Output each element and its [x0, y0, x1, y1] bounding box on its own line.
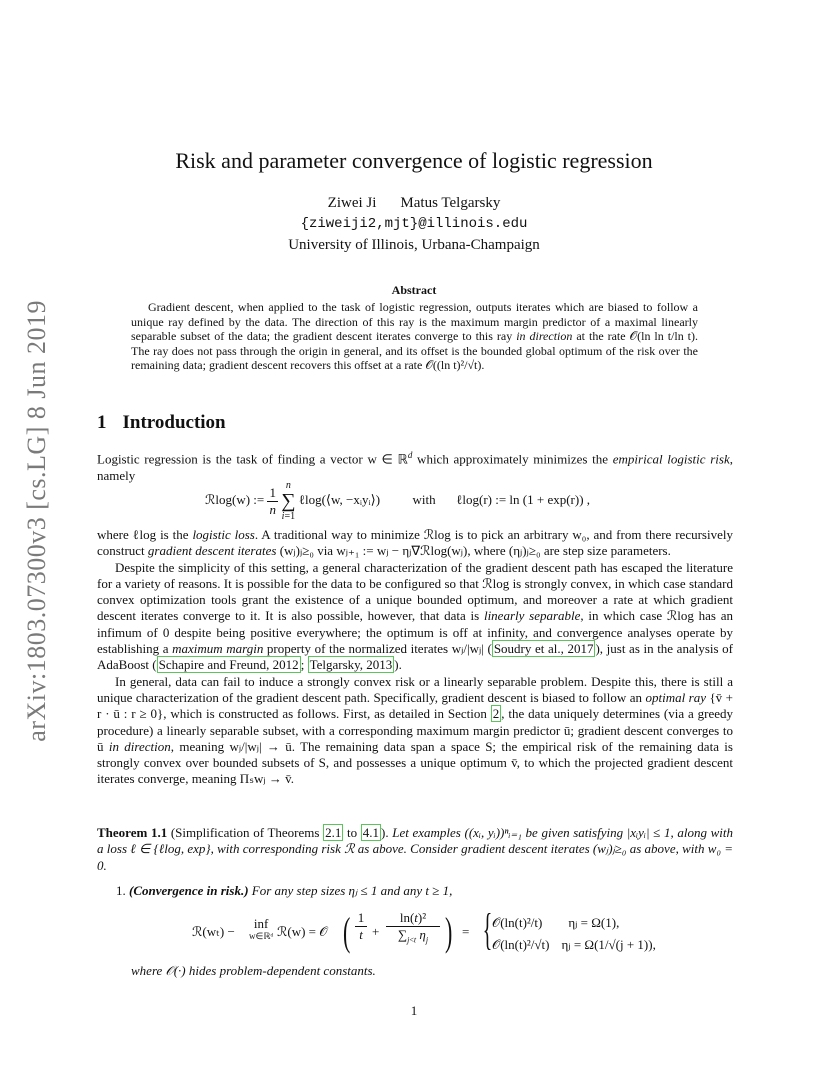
- equation-middle: ℛ(w) = 𝒪: [277, 924, 328, 939]
- text: {v̄ + r · ū : r ≥ 0}, which is constructed as follows. First, as detailed in Section: [97, 689, 733, 722]
- equation-summand: ℓlog(⟨w, −xᵢyᵢ⟩): [298, 491, 381, 507]
- cases: [492, 912, 656, 956]
- author-block: [0, 193, 828, 256]
- author-email: {ziweiji2,mjt}@illinois.edu: [300, 216, 528, 232]
- paper-title: Risk and parameter convergence of logistic regression: [175, 148, 653, 173]
- author-name: Ziwei Ji: [327, 195, 377, 211]
- text: , in which case ℛlog has an infimum of 0 despite being positive everywhere; the optimum is off at infinity, and convergence analyses operate by establishing a: [97, 608, 733, 657]
- emphasis: logistic loss: [192, 527, 255, 542]
- abstract-text: at the rate 𝒪(ln ln t/ln t). The ray does not pass through the origin in general, and its offset is the bounded global optimum of the risk over the remaining data; gradient descent recovers this offset at a rate 𝒪((ln t)²/√t).: [131, 329, 699, 373]
- text: which approximately minimizes the: [412, 451, 613, 467]
- theorem-block: [97, 825, 733, 874]
- equation-note: where 𝒪(·) hides problem-dependent constants.: [131, 963, 376, 978]
- text: . A traditional way to minimize ℛlog is to pick an arbitrary w₀, and from there recursively construct: [97, 527, 733, 559]
- text: , meaning wⱼ/|wⱼ| → ū. The remaining data span a space S; the empirical risk of the remaining data is strongly convex over bounded subsets of S, and possesses a unique optimum v̄, to which the projected gradient descent iterates converge, meaning Πₛwⱼ → v̄.: [97, 738, 733, 787]
- page-number: 1: [410, 1003, 418, 1018]
- emphasis: gradient descent iterates: [147, 543, 277, 559]
- equation-lhs: ℛ(wₜ) −: [192, 924, 235, 939]
- section-heading: [97, 412, 226, 434]
- theorem-reference-link[interactable]: 2.1: [325, 825, 342, 840]
- case-rate: 𝒪(ln(t)²/√t): [492, 937, 550, 952]
- section-title: Introduction: [122, 412, 226, 433]
- emphasis: linearly separable: [483, 608, 581, 624]
- fraction-log-over-sum: ln(t)² $\sum_{j<t}$ $\eta_j$: [386, 910, 440, 945]
- inf-subscript: w∈ℝᵈ: [249, 931, 274, 941]
- equals-sign: =: [462, 924, 470, 939]
- author-affiliation: University of Illinois, Urbana-Champaign: [288, 237, 540, 253]
- text: , namely: [97, 451, 733, 483]
- text: , the data uniquely determines (via a greedy procedure) a linearly separable subset, with a corresponding maximum margin predictor ū; gradient descent converges to ū: [97, 706, 733, 754]
- emphasis: maximum margin: [172, 641, 264, 657]
- abstract-body: [131, 300, 698, 373]
- fraction-1-over-t: 1 t: [355, 910, 367, 943]
- inf-operator: inf: [253, 916, 269, 931]
- citation-link[interactable]: Telgarsky, 2013: [309, 657, 393, 673]
- equation-rhs: ℓlog(r) := ln (1 + exp(r)) ,: [456, 491, 591, 507]
- text: (Simplification of Theorems: [167, 825, 324, 840]
- section-number: 1: [97, 412, 107, 433]
- abstract-heading: Abstract: [391, 283, 437, 297]
- emphasis: optimal ray: [645, 689, 706, 705]
- arxiv-identifier: arXiv:1803.07300v3 [cs.LG] 8 Jun 2019: [22, 300, 51, 742]
- equation-risk-rate: [192, 906, 692, 962]
- intro-paragraph-2: [97, 527, 733, 788]
- text: Despite the simplicity of this setting, a general characterization of the gradient descent path has escaped the literature for a variety of reasons. It is possible for the data to be configured so that ℛlog is strongly convex, in which case standard convex optimization tools grant the existence of a unique bounded optimum, and moreover a rate at which gradient descent iterates converge to it. It is also possible, however, that data is: [97, 559, 733, 624]
- text: ).: [394, 657, 402, 673]
- plus-sign: +: [372, 924, 380, 939]
- equation-risk-definition: [205, 480, 590, 522]
- emphasis: in direction: [108, 738, 171, 754]
- item-text: For any step sizes ηⱼ ≤ 1 and any t ≥ 1,: [248, 883, 453, 898]
- text: In general, data can fail to induce a strongly convex risk or a linearly separable problem. Despite this, there is still a unique characterization of the gradient descent path. Specifically, gradient descent is biased to follow an: [97, 673, 733, 705]
- text: (wⱼ)ⱼ≥₀ via wⱼ₊₁ := wⱼ − ηⱼ∇ℛlog(wⱼ), where (ηⱼ)ⱼ≥₀ are step size parameters.: [276, 543, 671, 559]
- theorem-item-1: [116, 883, 733, 899]
- equation-with: with: [412, 491, 436, 507]
- text: property of the normalized iterates wⱼ/|wⱼ| (: [263, 641, 492, 657]
- intro-paragraph-1: Logistic regression is the task of finding a vector w ∈ ℝ$^d$ which approximately minimizes the empirical logistic risk, namely: [97, 450, 733, 483]
- case-condition: ηⱼ = Ω(1),: [568, 915, 620, 930]
- paren-left: (: [342, 909, 351, 954]
- abstract-text: Gradient descent, when applied to the task of logistic regression, outputs iterates which are biased to follow a unique ray defined by the data. The direction of this ray is the maximum margin predictor of a maximal linearly separable subset of the data; the gradient descent iterates converge to this ray: [131, 300, 698, 344]
- infimum: [249, 918, 273, 942]
- case-rate: 𝒪(ln(t)²/t): [492, 915, 543, 930]
- text: ).: [380, 825, 393, 840]
- paren-right: ): [444, 909, 453, 954]
- abstract-emphasis: in direction: [516, 329, 573, 344]
- brace: {: [482, 905, 493, 954]
- theorem-reference-link[interactable]: 4.1: [362, 825, 379, 840]
- author-names: [0, 193, 828, 214]
- equation-lhs: ℛlog(w) :=: [205, 491, 265, 507]
- text: ;: [300, 657, 308, 673]
- text: to: [343, 825, 361, 840]
- sum-symbol: n ∑ i=1: [281, 480, 296, 522]
- text: ), just as in the analysis of AdaBoost (: [97, 641, 734, 673]
- theorem-label: Theorem 1.1: [97, 825, 168, 840]
- fraction: $\frac{1}{n}$: [269, 484, 276, 517]
- case-condition: ηⱼ = Ω(1/√(j + 1)),: [561, 937, 656, 952]
- section-reference-link[interactable]: 2: [492, 706, 500, 722]
- item-number: 1.: [116, 883, 126, 898]
- text: where ℓlog is the: [97, 527, 193, 542]
- citation-link[interactable]: Schapire and Freund, 2012: [158, 657, 299, 673]
- theorem-statement: Let examples ((xᵢ, yᵢ))ⁿᵢ₌₁ be given satisfying |xᵢyᵢ| ≤ 1, along with a loss ℓ ∈ {ℓlog, exp}, with corresponding risk ℛ as above. Consider gradient descent iterates (wⱼ)ⱼ≥₀ as above, with w₀ = 0.: [97, 825, 733, 873]
- citation-link[interactable]: Soudry et al., 2017: [493, 641, 594, 657]
- item-heading: (Convergence in risk.): [129, 883, 249, 898]
- author-name: Matus Telgarsky: [400, 195, 501, 211]
- emphasis: empirical logistic risk: [612, 451, 730, 467]
- text: Logistic regression is the task of finding a vector w ∈ ℝ: [97, 451, 408, 467]
